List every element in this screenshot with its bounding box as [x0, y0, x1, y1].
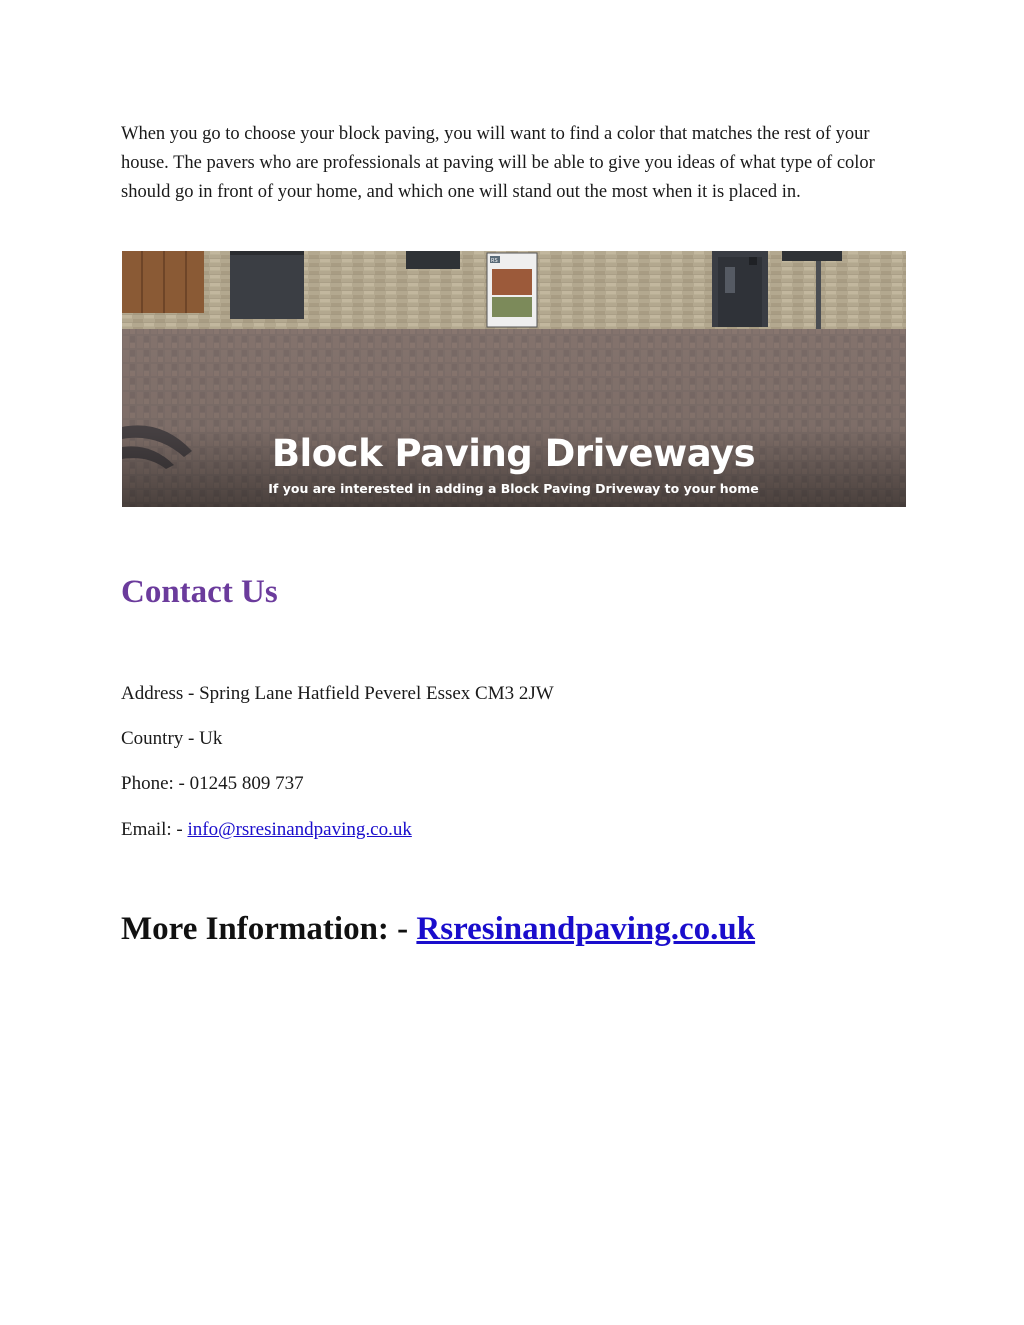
- contact-us-heading: Contact Us: [121, 574, 278, 610]
- email-line: [121, 817, 412, 843]
- country-value: Uk: [199, 728, 223, 749]
- phone-value: 01245 809 737: [189, 773, 304, 794]
- phone-label: Phone: -: [121, 773, 190, 794]
- garage-door: [230, 251, 304, 319]
- intro-paragraph: When you go to choose your block paving, you will want to find a color that matches the rest of your house. The pavers who are professionals at paving will be able to give you ideas of what type of color should go in front of your home, and which one will stand out the most when it is placed in.: [121, 124, 875, 202]
- address-line: [121, 681, 554, 707]
- email-link[interactable]: info@rsresinandpaving.co.uk: [187, 819, 412, 840]
- country-line: [121, 726, 222, 752]
- website-link[interactable]: Rsresinandpaving.co.uk: [416, 911, 756, 947]
- country-label: Country -: [121, 728, 200, 749]
- address-value: Spring Lane Hatfield Peverel Essex CM3 2JW: [199, 683, 554, 704]
- banner-subtitle: If you are interested in adding a Block Paving Driveway to your home: [268, 481, 759, 496]
- banner-title: Block Paving Driveways: [271, 432, 756, 475]
- svg-text:RS: RS: [491, 258, 498, 264]
- email-label: Email: -: [121, 819, 188, 840]
- more-information-heading: [121, 907, 755, 951]
- phone-line: [121, 771, 304, 797]
- address-label: Address -: [121, 683, 200, 704]
- window: [406, 251, 460, 269]
- more-information-label: More Information: -: [121, 911, 417, 947]
